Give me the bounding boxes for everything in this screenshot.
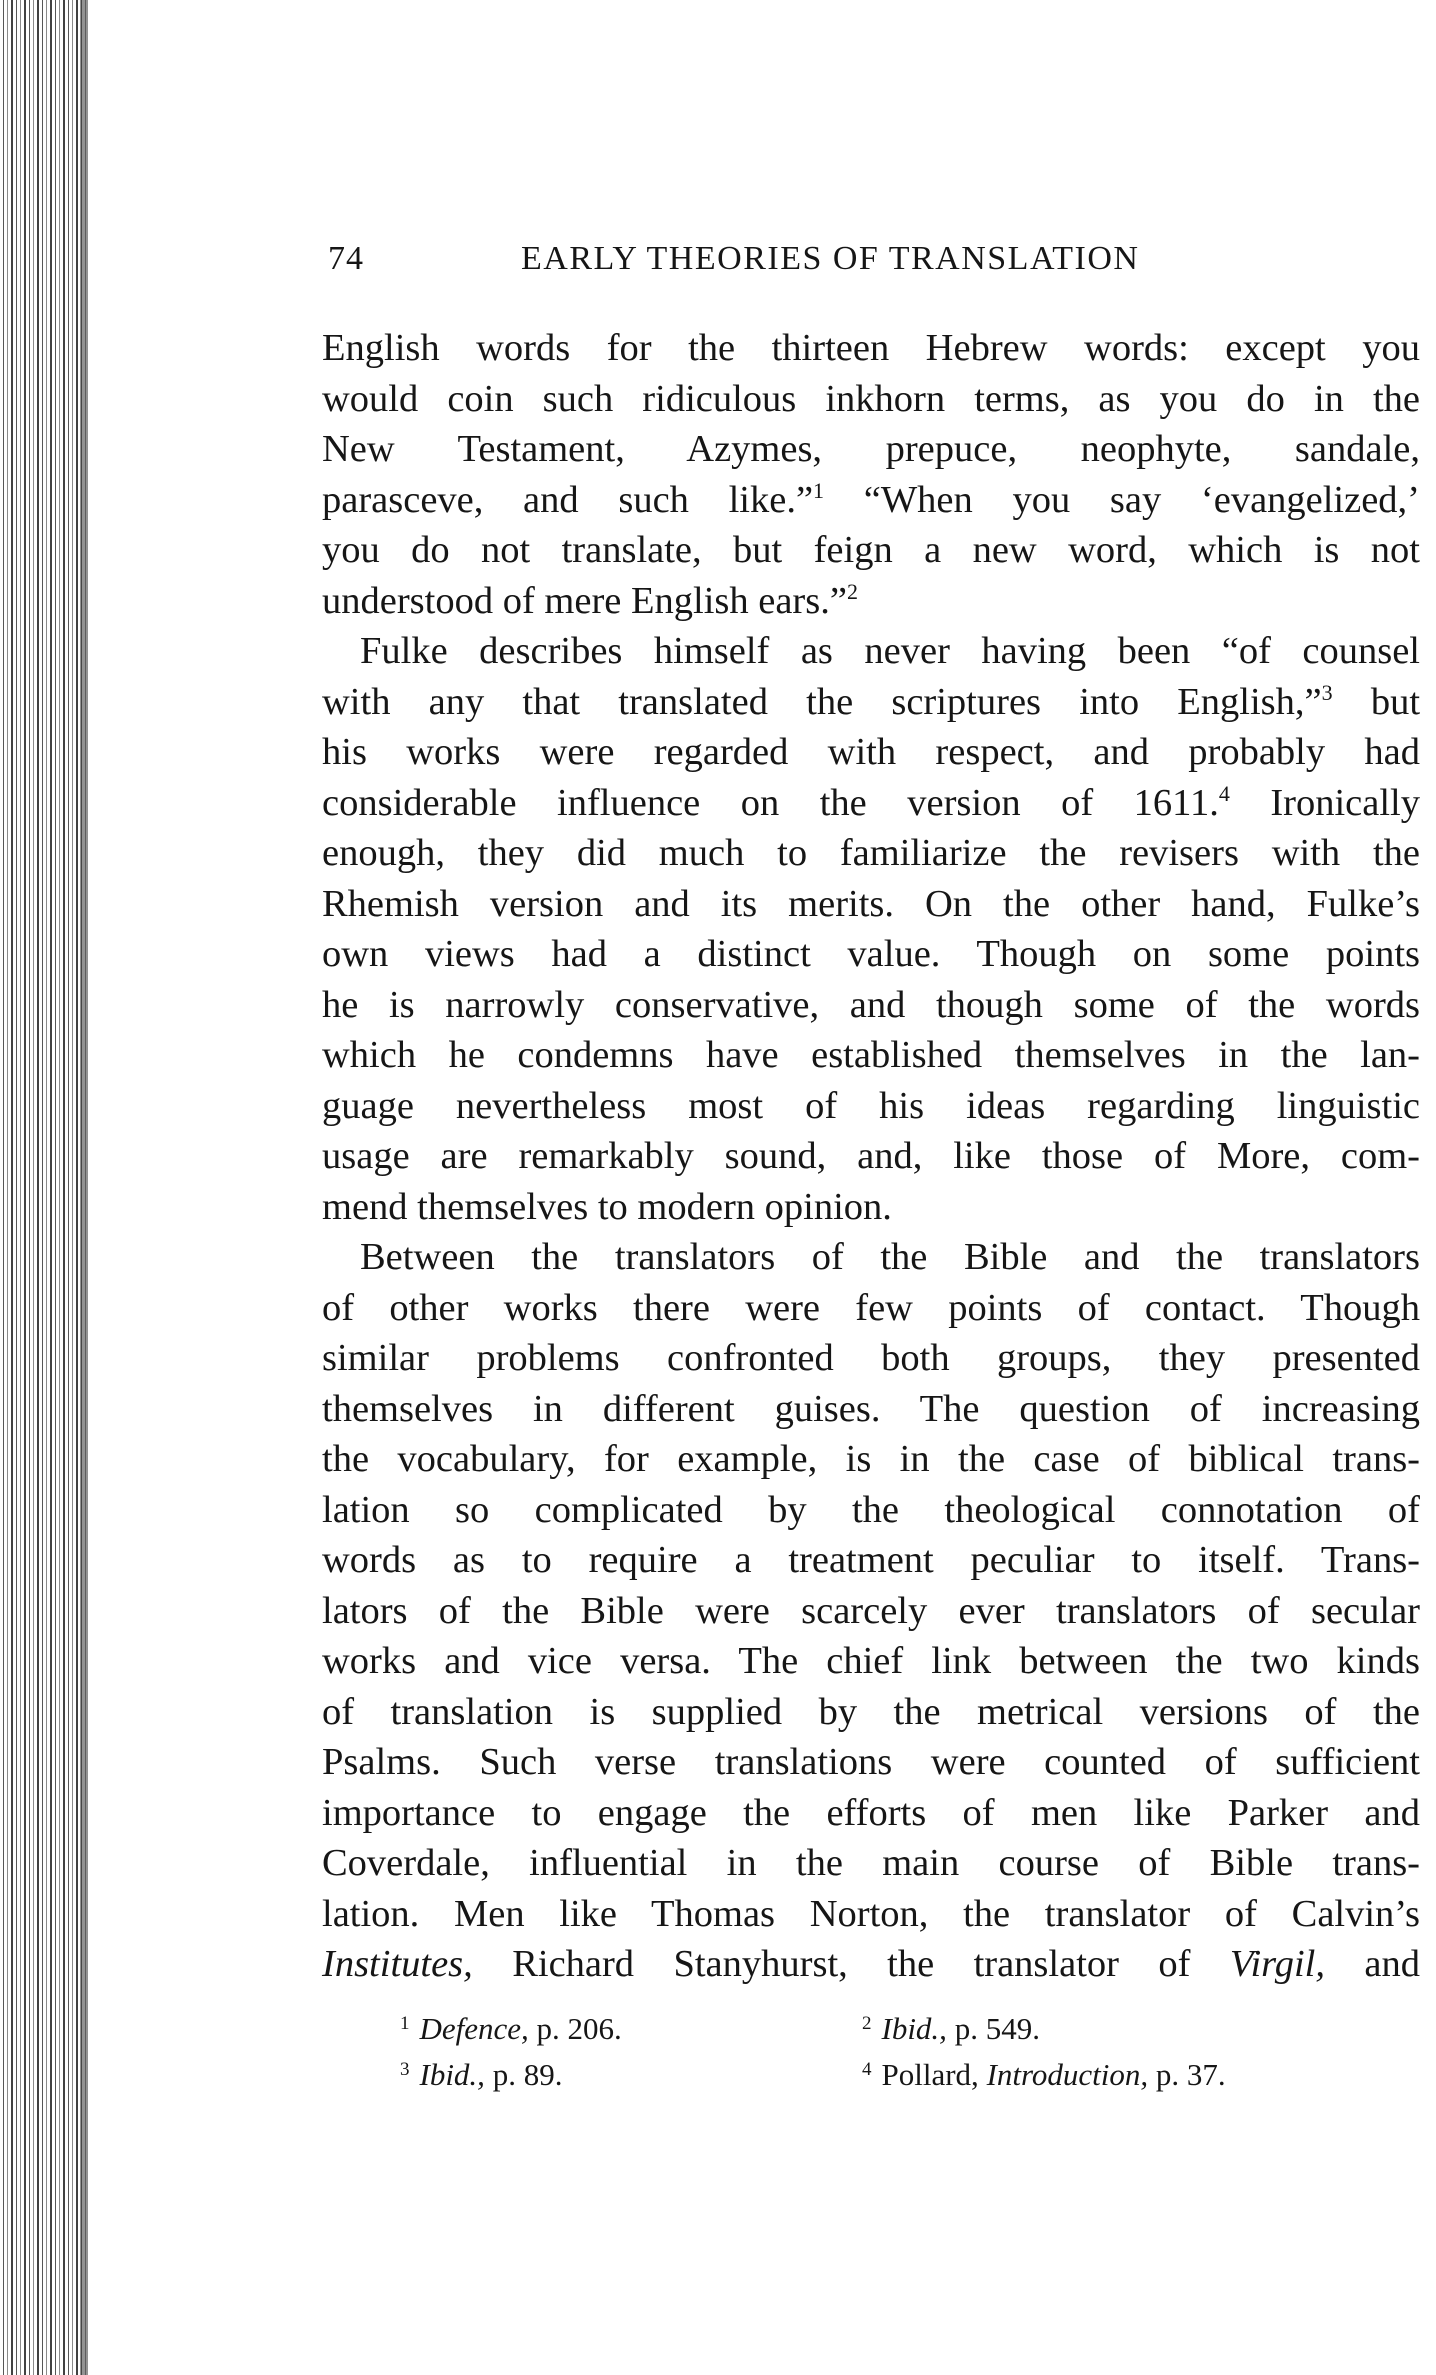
footnote-ref: 2	[846, 578, 858, 604]
footnote-source: Ibid.,	[881, 2011, 947, 2046]
text-line: Rhemish version and its merits. On the other hand, Fulke’s	[322, 882, 1420, 925]
footnote-author: Pollard,	[881, 2057, 979, 2092]
text-segment: “When you say ‘evangelized,’	[863, 478, 1421, 521]
running-title: EARLY THEORIES OF TRANSLATION	[521, 240, 1140, 277]
text-line	[322, 1939, 1420, 1990]
text-segment: understood of mere English ears.”	[322, 579, 847, 622]
text-segment: with any that translated the scriptures into English,”	[322, 680, 1322, 723]
text-line: enough, they did much to familiarize the revisers with the	[322, 832, 1420, 874]
text-line: guage nevertheless most of his ideas regarding linguistic	[322, 1084, 1420, 1127]
footnote	[862, 2002, 1040, 2050]
footnote-ref: 1	[813, 477, 825, 503]
text-line: own views had a distinct value. Though on some points	[322, 933, 1420, 975]
footnote-page: p. 206.	[536, 2011, 622, 2046]
text-line: lators of the Bible were scarcely ever translators of secular	[322, 1589, 1420, 1632]
text-line: similar problems confronted both groups, they presented	[322, 1337, 1420, 1379]
text-line: words as to require a treatment peculiar to itself. Trans-	[322, 1539, 1420, 1581]
footnote-mark: 2	[862, 2013, 872, 2034]
page-number: 74	[328, 240, 364, 277]
paragraph-first-line: Fulke describes himself as never having been “of counsel	[360, 630, 1420, 672]
text-line: English words for the thirteen Hebrew words: except you	[322, 327, 1420, 369]
footnote-page: p. 37.	[1155, 2057, 1226, 2092]
text-line	[322, 677, 1420, 728]
footnote	[862, 2048, 1226, 2096]
text-line	[322, 778, 1420, 829]
footnote	[400, 2002, 622, 2050]
text-line: of other works there were few points of contact. Though	[322, 1286, 1420, 1329]
body-text	[322, 323, 1420, 1990]
footnote-ref: 4	[1218, 780, 1230, 806]
text-line: which he condemns have established themselves in the lan-	[322, 1034, 1420, 1076]
footnote-mark: 1	[400, 2013, 410, 2034]
text-line: Coverdale, influential in the main course of Bible trans-	[322, 1842, 1420, 1884]
text-line: the vocabulary, for example, is in the case of biblical trans-	[322, 1438, 1420, 1480]
paragraph-first-line: Between the translators of the Bible and the translators	[360, 1236, 1420, 1278]
text-segment: Ironically	[1270, 781, 1421, 824]
running-head	[328, 240, 1228, 290]
text-segment: and	[1364, 1943, 1420, 1985]
text-line: Psalms. Such verse translations were counted of sufficient	[322, 1741, 1420, 1783]
footnote-ref: 3	[1321, 679, 1333, 705]
text-line: lation so complicated by the theological connotation of	[322, 1488, 1420, 1531]
text-line	[322, 475, 1420, 526]
text-line: you do not translate, but feign a new word, which is not	[322, 529, 1420, 571]
text-line: lation. Men like Thomas Norton, the translator of Calvin’s	[322, 1892, 1420, 1935]
text-line: usage are remarkably sound, and, like those of More, com-	[322, 1135, 1420, 1177]
text-line: his works were regarded with respect, and probably had	[322, 731, 1420, 773]
footnote-source: Defence,	[419, 2011, 529, 2046]
text-line: of translation is supplied by the metrical versions of the	[322, 1690, 1420, 1733]
text-line: works and vice versa. The chief link between the two kinds	[322, 1640, 1420, 1682]
text-line: themselves in different guises. The question of increasing	[322, 1387, 1420, 1430]
footnote-source: Ibid.,	[419, 2057, 485, 2092]
text-segment: but	[1370, 680, 1421, 723]
text-line: he is narrowly conservative, and though some of the words	[322, 983, 1420, 1026]
italic-title: Institutes,	[322, 1943, 473, 1985]
text-line: mend themselves to modern opinion.	[322, 1185, 892, 1228]
footnote-page: p. 89.	[492, 2057, 563, 2092]
text-line: would coin such ridiculous inkhorn terms, as you do in the	[322, 377, 1420, 420]
text-line: New Testament, Azymes, prepuce, neophyte, sandale,	[322, 428, 1420, 470]
text-line: importance to engage the efforts of men like Parker and	[322, 1791, 1420, 1834]
footnote	[400, 2048, 562, 2096]
text-segment: Richard Stanyhurst, the translator of	[512, 1943, 1191, 1985]
footnote-page: p. 549.	[954, 2011, 1040, 2046]
footnote-mark: 3	[400, 2059, 410, 2080]
text-segment: considerable influence on the version of 1611.	[322, 781, 1219, 824]
footnote-mark: 4	[862, 2059, 872, 2080]
italic-title: Virgil,	[1229, 1943, 1326, 1985]
page-binding-edge	[0, 0, 88, 2375]
text-line	[322, 576, 1420, 627]
text-segment: parasceve, and such like.”	[322, 478, 814, 521]
footnote-source: Introduction,	[986, 2057, 1149, 2092]
